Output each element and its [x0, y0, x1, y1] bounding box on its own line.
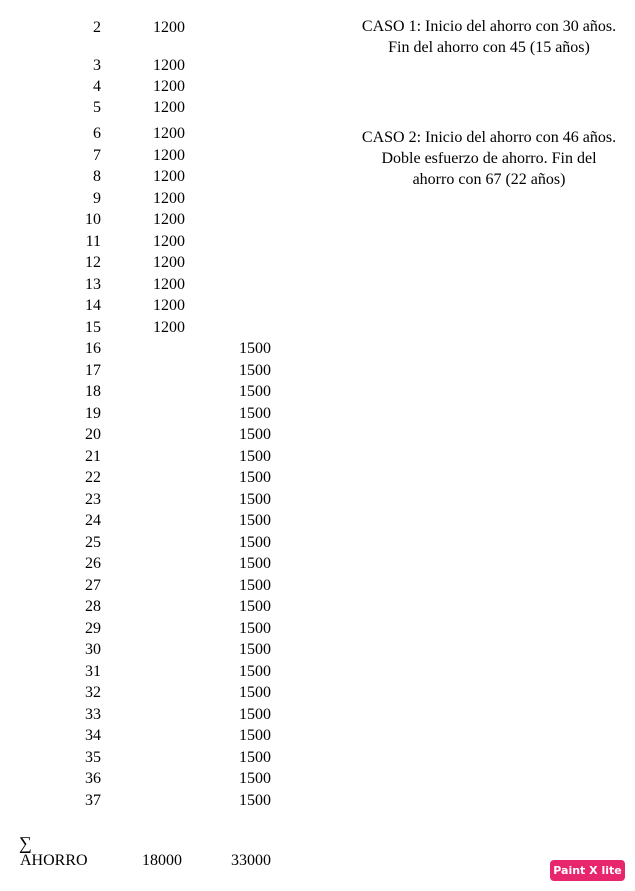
table-cell-caso-1: 1200 — [153, 57, 185, 74]
table-cell-year: 7 — [93, 146, 101, 164]
total-label: AHORRO — [20, 852, 88, 869]
table-cell-caso-2: 1500 — [239, 705, 271, 723]
table-cell-year: 36 — [85, 770, 101, 787]
table-cell-caso-1: 1200 — [153, 275, 185, 293]
table-cell-caso-1: 1200 — [153, 232, 185, 250]
table-cell-caso-2: 1500 — [239, 662, 271, 680]
table-cell-year: 34 — [85, 727, 101, 744]
table-cell-year: 35 — [85, 748, 101, 766]
table-cell-caso-2: 1500 — [239, 598, 271, 615]
table-cell-year: 22 — [85, 469, 101, 486]
table-cell-caso-1: 1200 — [153, 211, 185, 228]
table-cell-year: 29 — [85, 619, 101, 637]
table-cell-caso-1: 1200 — [153, 125, 185, 142]
table-cell-caso-2: 1500 — [239, 727, 271, 744]
table-cell-year: 12 — [85, 254, 101, 271]
caso-2-note: CASO 2: Inicio del ahorro con 46 años. Doble esfuerzo de ahorro. Fin del ahorro con 67 (22 años) — [361, 129, 617, 188]
table-cell-year: 27 — [85, 576, 101, 594]
table-cell-year: 23 — [85, 490, 101, 508]
table-cell-caso-2: 1500 — [239, 684, 271, 701]
table-cell-year: 26 — [85, 555, 101, 572]
table-cell-caso-1: 1200 — [153, 297, 185, 314]
table-cell-caso-2: 1500 — [239, 447, 271, 465]
table-cell-year: 32 — [85, 684, 101, 701]
table-cell-year: 11 — [85, 232, 101, 250]
table-cell-caso-2: 1500 — [239, 748, 271, 766]
table-cell-caso-2: 1500 — [239, 361, 271, 379]
table-cell-year: 6 — [93, 125, 101, 142]
table-cell-caso-2: 1500 — [239, 791, 271, 809]
table-cell-year: 3 — [93, 57, 101, 74]
table-cell-caso-1: 1200 — [153, 146, 185, 164]
table-cell-year: 18 — [85, 383, 101, 400]
table-cell-caso-2: 1500 — [239, 770, 271, 787]
table-cell-year: 9 — [93, 189, 101, 207]
table-cell-year: 10 — [85, 211, 101, 228]
table-cell-year: 24 — [85, 512, 101, 529]
table-cell-caso-2: 1500 — [239, 404, 271, 422]
total-caso-2: 33000 — [231, 852, 271, 869]
table-cell-caso-2: 1500 — [239, 533, 271, 551]
table-cell-caso-1: 1200 — [153, 189, 185, 207]
table-cell-caso-2: 1500 — [239, 576, 271, 594]
total-caso-1: 18000 — [142, 852, 182, 869]
table-cell-year: 28 — [85, 598, 101, 615]
table-cell-year: 14 — [85, 297, 101, 314]
table-cell-caso-2: 1500 — [239, 512, 271, 529]
table-cell-caso-2: 1500 — [239, 619, 271, 637]
table-cell-caso-1: 1200 — [153, 318, 185, 336]
sigma-symbol: ∑ — [19, 833, 32, 853]
table-cell-caso-2: 1500 — [239, 490, 271, 508]
table-cell-year: 17 — [85, 361, 101, 379]
table-cell-caso-2: 1500 — [239, 641, 271, 658]
caso-1-note: CASO 1: Inicio del ahorro con 30 años. Fin del ahorro con 45 (15 años) — [361, 18, 617, 56]
table-cell-caso-1: 1200 — [153, 78, 185, 95]
paint-x-lite-watermark: Paint X lite — [550, 860, 625, 881]
table-cell-year: 21 — [85, 447, 101, 465]
table-cell-year: 30 — [85, 641, 101, 658]
table-cell-year: 20 — [85, 426, 101, 443]
table-cell-caso-1: 1200 — [153, 19, 185, 36]
table-cell-caso-1: 1200 — [153, 99, 185, 116]
table-cell-caso-1: 1200 — [153, 254, 185, 271]
table-cell-caso-2: 1500 — [239, 383, 271, 400]
table-cell-year: 19 — [85, 404, 101, 422]
table-cell-year: 13 — [85, 275, 101, 293]
table-cell-caso-2: 1500 — [239, 555, 271, 572]
table-cell-year: 15 — [85, 318, 101, 336]
table-cell-year: 2 — [93, 19, 101, 36]
table-cell-caso-2: 1500 — [239, 426, 271, 443]
table-cell-caso-2: 1500 — [239, 469, 271, 486]
table-cell-year: 31 — [85, 662, 101, 680]
table-cell-year: 4 — [93, 78, 101, 95]
table-cell-year: 5 — [93, 99, 101, 116]
table-cell-caso-2: 1500 — [239, 340, 271, 357]
table-cell-year: 25 — [85, 533, 101, 551]
table-cell-year: 37 — [85, 791, 101, 809]
table-cell-year: 16 — [85, 340, 101, 357]
table-cell-year: 33 — [85, 705, 101, 723]
table-cell-caso-1: 1200 — [153, 168, 185, 185]
table-cell-year: 8 — [93, 168, 101, 185]
